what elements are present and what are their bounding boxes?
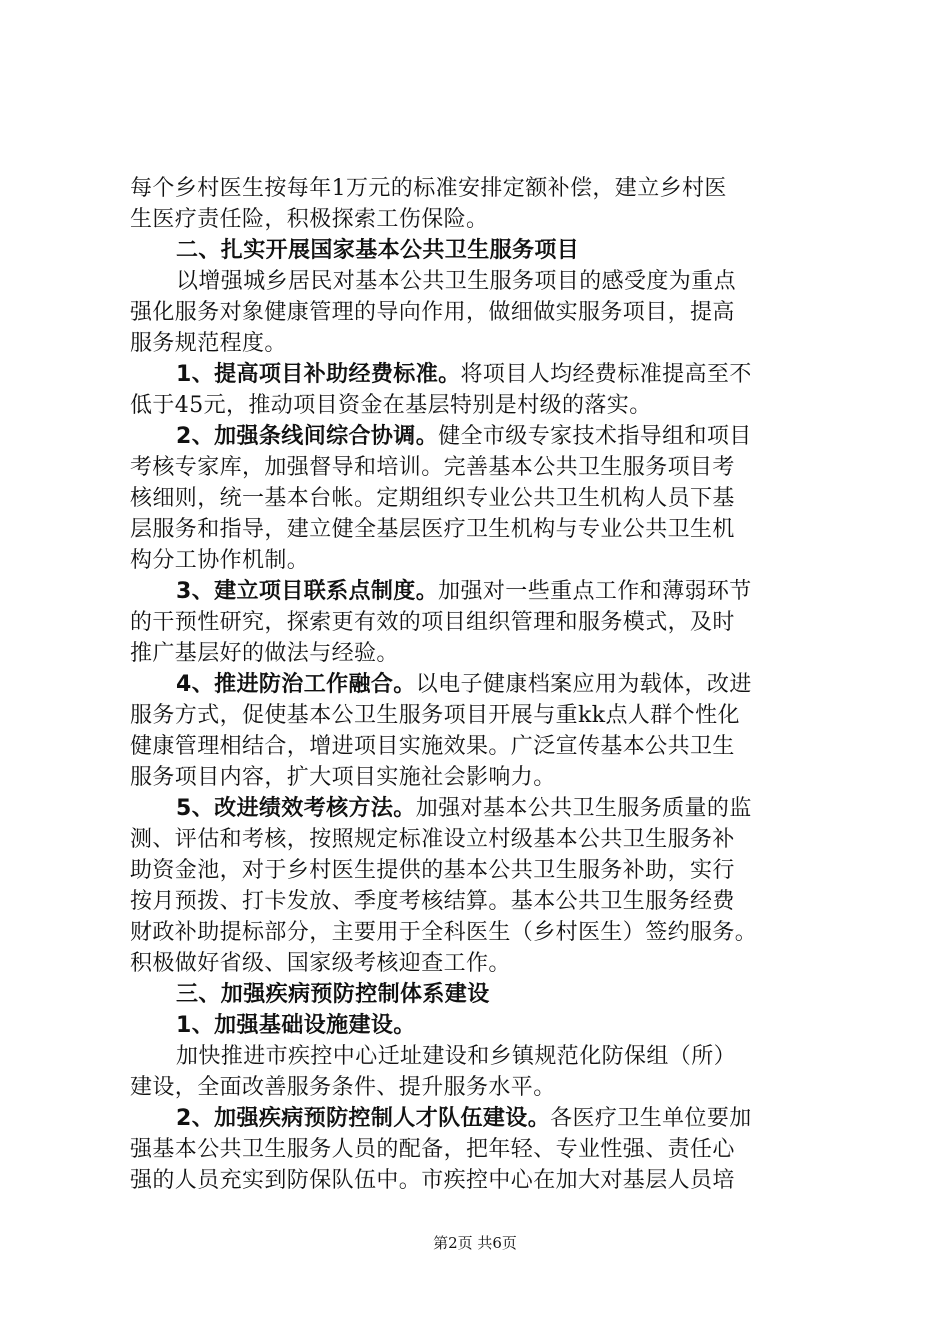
item-title: 1、提高项目补助经费标准。 (176, 362, 461, 387)
body-text: 核细则，统一基本台帐。定期组织专业公共卫生机构人员下基 (130, 486, 735, 511)
body-text: 层服务和指导，建立健全基层医疗卫生机构与专业公共卫生机 (130, 517, 735, 542)
item-title: 5、改进绩效考核方法。 (176, 796, 416, 821)
body-line (130, 173, 830, 204)
body-text: 强的人员充实到防保队伍中。市疾控中心在加大对基层人员培 (130, 1168, 735, 1193)
body-line (130, 607, 830, 638)
body-text: 测、评估和考核，按照规定标准设立村级基本公共卫生服务补 (130, 827, 735, 852)
body-text: 考核专家库，加强督导和培训。完善基本公共卫生服务项目考 (130, 455, 735, 480)
item-line (130, 576, 830, 607)
body-line (130, 297, 830, 328)
body-line (130, 1072, 830, 1103)
body-line (130, 700, 830, 731)
body-text: 积极做好省级、国家级考核迎查工作。 (130, 951, 511, 976)
body-text: 的干预性研究，探索更有效的项目组织管理和服务模式，及时 (130, 610, 735, 635)
item-line (130, 793, 830, 824)
body-line (130, 452, 830, 483)
body-line (130, 514, 830, 545)
section-heading (130, 979, 830, 1010)
body-text: 构分工协作机制。 (130, 548, 310, 573)
section-heading (130, 235, 830, 266)
body-text: 每个乡村医生按每年1万元的标准安排定额补偿，建立乡村医 (130, 176, 727, 201)
item-line (130, 669, 830, 700)
document-body (130, 173, 830, 1196)
item-line (130, 421, 830, 452)
body-text: 以增强城乡居民对基本公共卫生服务项目的感受度为重点 (176, 269, 737, 294)
body-text: 服务规范程度。 (130, 331, 287, 356)
body-line (130, 855, 830, 886)
body-line (130, 886, 830, 917)
body-text: 将项目人均经费标准提高至不 (460, 362, 752, 387)
body-line (130, 1165, 830, 1196)
item-title: 4、推进防治工作融合。 (176, 672, 416, 697)
body-text: 服务方式，促使基本公卫生服务项目开展与重kk点人群个性化 (130, 703, 740, 728)
body-line (130, 545, 830, 576)
heading-text: 三、加强疾病预防控制体系建设 (176, 982, 490, 1007)
body-text: 推广基层好的做法与经验。 (130, 641, 399, 666)
body-text: 加强对基本公共卫生服务质量的监 (415, 796, 752, 821)
body-text: 财政补助提标部分，主要用于全科医生（乡村医生）签约服务。 (130, 920, 758, 945)
body-text: 健全市级专家技术指导组和项目 (438, 424, 752, 449)
body-text: 加快推进市疾控中心迁址建设和乡镇规范化防保组（所） (176, 1044, 737, 1069)
item-title: 2、加强疾病预防控制人才队伍建设。 (176, 1106, 551, 1131)
page-number-footer: 第2页 共6页 (433, 1234, 517, 1252)
body-text: 加强对一些重点工作和薄弱环节 (438, 579, 752, 604)
body-line (130, 948, 830, 979)
body-text: 强基本公共卫生服务人员的配备，把年轻、专业性强、责任心 (130, 1137, 735, 1162)
body-text: 各医疗卫生单位要加 (550, 1106, 752, 1131)
body-line (130, 1041, 830, 1072)
item-line (130, 1010, 830, 1041)
body-text: 建设，全面改善服务条件、提升服务水平。 (130, 1075, 556, 1100)
item-title: 3、建立项目联系点制度。 (176, 579, 439, 604)
body-line (130, 824, 830, 855)
body-line (130, 762, 830, 793)
body-line (130, 266, 830, 297)
item-title: 1、加强基础设施建设。 (176, 1013, 416, 1038)
body-line (130, 638, 830, 669)
body-line (130, 731, 830, 762)
body-line (130, 483, 830, 514)
body-text: 以电子健康档案应用为载体，改进 (415, 672, 752, 697)
body-line (130, 917, 830, 948)
item-line (130, 359, 830, 390)
item-line (130, 1103, 830, 1134)
heading-text: 二、扎实开展国家基本公共卫生服务项目 (176, 238, 580, 263)
body-text: 健康管理相结合，增进项目实施效果。广泛宣传基本公共卫生 (130, 734, 735, 759)
body-text: 按月预拨、打卡发放、季度考核结算。基本公共卫生服务经费 (130, 889, 735, 914)
body-line (130, 328, 830, 359)
body-text: 助资金池，对于乡村医生提供的基本公共卫生服务补助，实行 (130, 858, 735, 883)
body-text: 强化服务对象健康管理的导向作用，做细做实服务项目，提高 (130, 300, 735, 325)
body-line (130, 204, 830, 235)
body-line (130, 1134, 830, 1165)
item-title: 2、加强条线间综合协调。 (176, 424, 439, 449)
body-text: 生医疗责任险，积极探索工伤保险。 (130, 207, 489, 232)
body-text: 低于45元，推动项目资金在基层特别是村级的落实。 (130, 393, 652, 418)
body-text: 服务项目内容，扩大项目实施社会影响力。 (130, 765, 556, 790)
body-line (130, 390, 830, 421)
